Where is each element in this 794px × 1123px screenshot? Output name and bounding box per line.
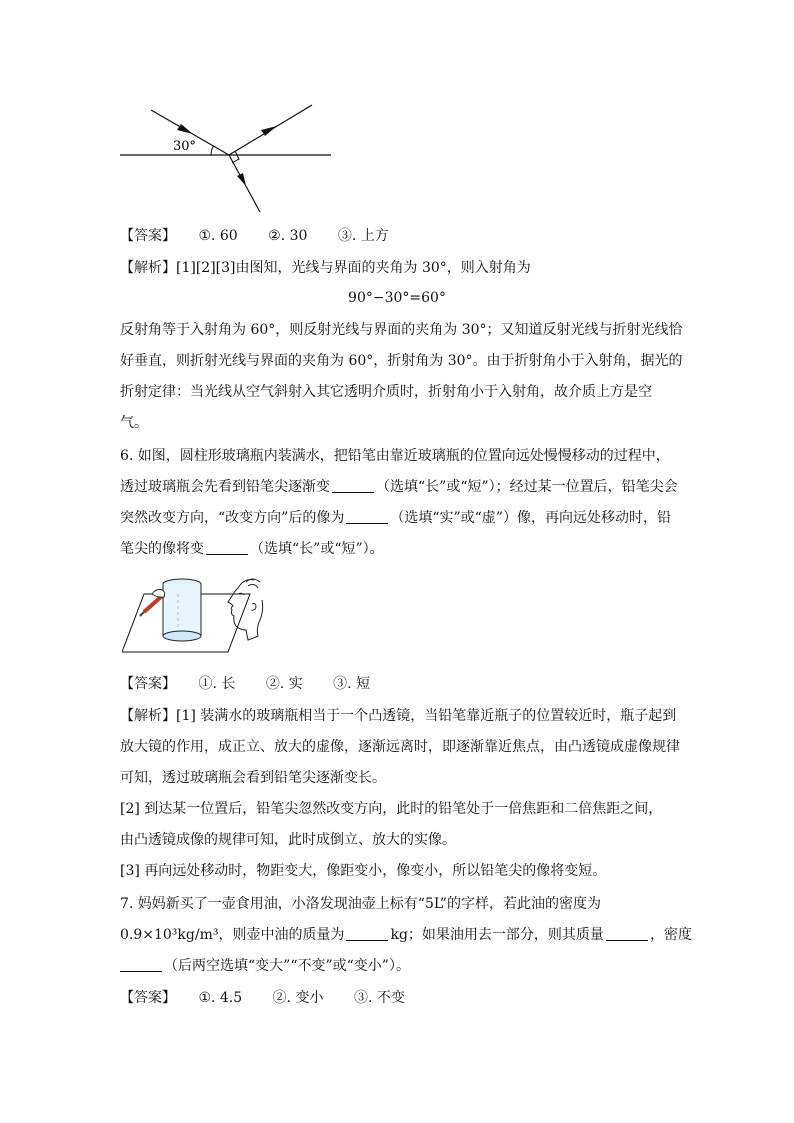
q6-question-line bbox=[120, 477, 678, 497]
answer-item: ②. 变小 bbox=[272, 990, 324, 1006]
question-text: 透过玻璃瓶会先看到铅笔尖逐渐变 bbox=[120, 479, 330, 495]
angle-arc bbox=[211, 146, 214, 155]
question-text: 0.9×10³kg/m³，则壶中油的质量为 bbox=[120, 927, 345, 943]
analysis-text: 折射定律：当光线从空气斜射入其它透明介质时，折射角小于入射角，故介质上方是空 bbox=[120, 384, 652, 400]
question-text: 笔尖的像将变 bbox=[120, 541, 204, 557]
pencil bbox=[144, 596, 162, 612]
answer-blank bbox=[332, 480, 374, 493]
analysis-text: 由凸透镜成像的规律可知，此时成倒立、放大的实像。 bbox=[120, 832, 456, 848]
question-text: （选填“长”或“短”）。 bbox=[250, 541, 384, 557]
q6-question-line bbox=[120, 508, 671, 528]
q5-analysis-line bbox=[120, 258, 531, 278]
analysis-text: 可知，透过玻璃瓶会看到铅笔尖逐渐变长。 bbox=[120, 770, 386, 786]
incident-arrow-icon bbox=[177, 124, 193, 134]
analysis-tag: 【解析】 bbox=[120, 260, 176, 276]
analysis-text: [1][2][3]由图知，光线与界面的夹角为 30°，则入射角为 bbox=[176, 260, 531, 276]
answer-blank bbox=[120, 959, 162, 972]
refracted-arrow-icon bbox=[237, 173, 246, 186]
q6-analysis-line bbox=[120, 706, 676, 726]
question-text: （后两空选填“变大”“不变”或“变小”）。 bbox=[164, 958, 410, 974]
answer-blank bbox=[346, 928, 388, 941]
analysis-tag: 【解析】 bbox=[120, 708, 176, 724]
answer-item: ③. 不变 bbox=[353, 990, 405, 1006]
analysis-text: 好垂直，则折射光线与界面的夹角为 60°，折射角为 30°。由于折射角小于入射角，据光的 bbox=[120, 353, 683, 369]
bottle-body bbox=[163, 584, 201, 636]
analysis-text: 气。 bbox=[120, 415, 148, 431]
light-refraction-figure bbox=[115, 100, 345, 218]
question-text: （选填“实”或“虚”）像，再向远处移动时，铅 bbox=[390, 510, 671, 526]
answer-list bbox=[198, 226, 414, 246]
q7-question-line bbox=[120, 925, 692, 945]
answer-tag: 【答案】 bbox=[120, 990, 176, 1006]
question-text: （选填“长”或“短”）；经过某一位置后，铅笔尖会 bbox=[376, 479, 678, 495]
analysis-text: [3] 再向远处移动时，物距变大，像距变小，像变小，所以铅笔尖的像将变短。 bbox=[120, 863, 607, 879]
angle-label: 30° bbox=[173, 139, 197, 154]
q7-question-line: 7. 妈妈新买了一壶食用油，小洛发现油壶上标有“5L”的字样，若此油的密度为 bbox=[120, 896, 601, 912]
question-text: kg；如果油用去一部分，则其质量 bbox=[390, 927, 604, 943]
q7-answer-line bbox=[120, 988, 431, 1008]
q5-answer-line bbox=[120, 226, 415, 246]
analysis-text: 放大镜的作用，成正立、放大的虚像，逐渐远离时，即逐渐靠近焦点，由凸透镜成虚像规律 bbox=[120, 739, 680, 755]
answer-item: ①. 4.5 bbox=[198, 990, 243, 1006]
bottle-bottom bbox=[163, 631, 201, 641]
answer-blank bbox=[346, 511, 388, 524]
face-ear bbox=[251, 603, 256, 610]
analysis-text: [2] 到达某一位置后，铅笔尖忽然改变方向，此时的铅笔处于一倍焦距和二倍焦距之间， bbox=[120, 801, 663, 817]
question-text: 突然改变方向，“改变方向”后的像为 bbox=[120, 510, 345, 526]
q6-question-line bbox=[120, 539, 384, 559]
answer-blank bbox=[606, 928, 648, 941]
question-text: ，密度 bbox=[649, 927, 692, 943]
answer-tag: 【答案】 bbox=[120, 676, 176, 692]
answer-tag: 【答案】 bbox=[120, 228, 176, 244]
answer-list bbox=[198, 988, 430, 1008]
face-profile bbox=[228, 580, 263, 640]
glass-bottle-figure bbox=[122, 574, 272, 660]
answer-item: ②. 实 bbox=[265, 676, 303, 692]
analysis-text: 反射角等于入射角为 60°，则反射光线与界面的夹角为 30°；又知道反射光线与折射光线恰 bbox=[120, 322, 683, 338]
formula-line: 90°−30°=60° bbox=[348, 290, 446, 306]
face-hair bbox=[246, 579, 260, 588]
q6-question-line: 6. 如图，圆柱形玻璃瓶内装满水，把铅笔由靠近玻璃瓶的位置向远处慢慢移动的过程中， bbox=[120, 448, 670, 464]
answer-item: ①. 长 bbox=[198, 676, 236, 692]
answer-list bbox=[198, 674, 396, 694]
q7-question-line bbox=[120, 956, 410, 976]
analysis-text: [1] 装满水的玻璃瓶相当于一个凸透镜，当铅笔靠近瓶子的位置较近时，瓶子起到 bbox=[176, 708, 677, 724]
answer-item: ③. 短 bbox=[333, 676, 371, 692]
hand bbox=[152, 590, 165, 598]
q6-answer-line bbox=[120, 674, 396, 694]
answer-blank bbox=[206, 542, 248, 555]
answer-item: ①. 60 bbox=[198, 228, 238, 244]
answer-item: ③. 上方 bbox=[337, 228, 389, 244]
answer-item: ②. 30 bbox=[268, 228, 308, 244]
